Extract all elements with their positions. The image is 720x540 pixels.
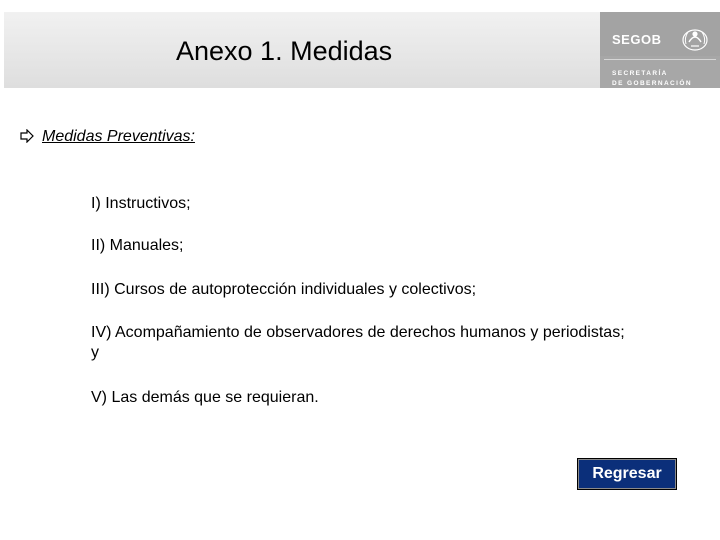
arrow-bullet-icon (20, 129, 34, 143)
list-item: III) Cursos de autoprotección individuales y colectivos; (91, 281, 477, 298)
back-button[interactable]: Regresar (578, 459, 676, 489)
list-item: I) Instructivos; (91, 195, 191, 212)
logo-subtitle-line1: SECRETARÍA (612, 70, 668, 77)
page-title: Anexo 1. Medidas (176, 36, 393, 66)
logo-divider (604, 59, 716, 60)
section-heading-text: Medidas Preventivas: (42, 128, 195, 145)
list-item: V) Las demás que se requieran. (91, 389, 319, 406)
list-item: II) Manuales; (91, 237, 184, 254)
logo-brand: SEGOB (612, 32, 662, 47)
list-item: IV) Acompañamiento de observadores de derechos humanos y periodistas; y (91, 324, 625, 361)
section-heading (20, 127, 195, 147)
segob-logo (600, 12, 720, 88)
mexican-coat-of-arms-icon (680, 24, 710, 52)
logo-subtitle-line2: DE GOBERNACIÓN (612, 80, 692, 87)
